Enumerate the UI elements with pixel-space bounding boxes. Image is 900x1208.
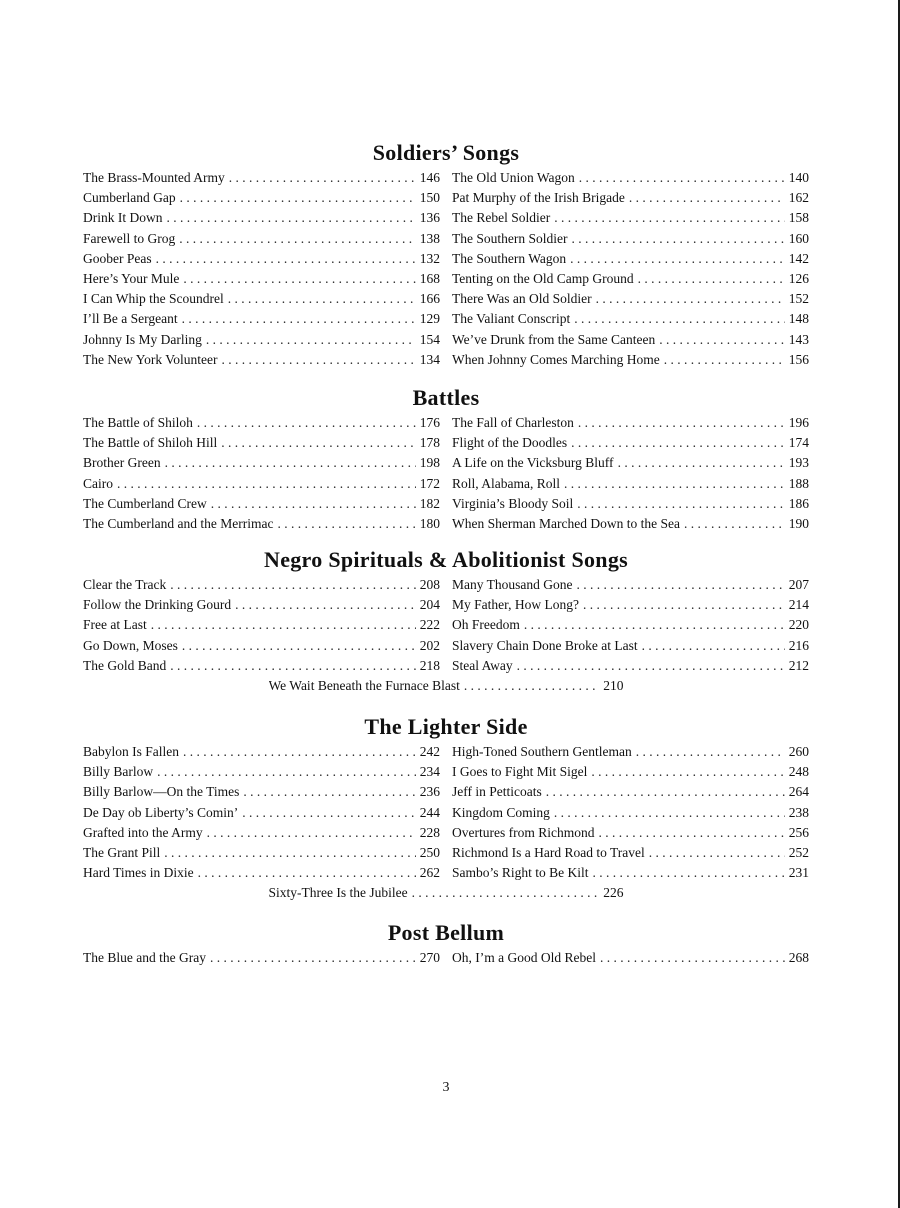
entry-page: 262 [419,865,440,881]
entry-page: 236 [419,784,440,800]
entry-page: 182 [419,495,440,511]
entry-title: Clear the Track [83,577,167,592]
entry-title: We Wait Beneath the Furnace Blast [268,677,460,693]
toc-entry[interactable] [83,453,440,473]
toc-entry[interactable] [452,948,809,968]
entry-page: 174 [788,435,809,451]
toc-entry[interactable] [452,229,809,249]
entry-page: 270 [419,950,440,965]
toc-entry[interactable] [83,823,440,843]
toc-entry[interactable] [452,762,809,782]
toc-entry[interactable] [83,229,440,249]
dot-leader [571,229,784,249]
toc-entry[interactable] [83,474,440,494]
entry-title: Free at Last [83,617,147,633]
entry-title: Oh Freedom [452,617,520,633]
left-column [83,948,440,968]
toc-entry[interactable] [83,330,440,350]
dot-leader [412,883,600,903]
entry-page: 150 [419,190,440,206]
dot-leader [578,413,785,433]
entry-title: Babylon Is Fallen [83,744,179,759]
dot-leader [600,948,785,968]
entry-title: Follow the Drinking Gourd [83,597,232,613]
toc-entry[interactable] [452,188,809,208]
entry-page: 256 [788,824,809,840]
entry-title: Jeff in Petticoats [452,784,542,800]
entry-title: The Gold Band [83,657,167,673]
toc-entry[interactable] [83,350,440,370]
entry-title: When Sherman Marched Down to the Sea [452,515,680,531]
entry-title: The Brass-Mounted Army [83,170,225,185]
entry-page: 166 [419,291,440,307]
dot-leader [167,208,416,228]
toc-entry[interactable] [83,514,440,534]
entry-title: Go Down, Moses [83,637,178,653]
toc-entry[interactable] [83,843,440,863]
entry-page: 134 [419,351,440,367]
entry-page: 210 [603,677,624,693]
centered-entry-row [83,676,809,696]
entry-page: 188 [788,475,809,491]
dot-leader [242,803,416,823]
toc-entry[interactable] [452,289,809,309]
toc-entry[interactable] [452,615,809,635]
dot-leader [235,595,416,615]
entry-page: 244 [419,804,440,820]
entry-title: Richmond Is a Hard Road to Travel [452,844,645,860]
section-soldiers-songs [83,140,809,370]
entry-title: Grafted into the Army [83,824,203,840]
entry-page: 186 [788,495,809,511]
entry-page: 160 [788,230,809,246]
entry-title: I’ll Be a Sergeant [83,311,178,327]
dot-leader [179,229,416,249]
entry-page: 196 [788,415,809,430]
toc-entry[interactable] [83,433,440,453]
toc-entry[interactable] [452,413,809,433]
entry-title: Billy Barlow—On the Times [83,784,240,800]
dot-leader [198,863,416,883]
toc-entry[interactable] [83,269,440,289]
entry-page: 208 [419,577,440,592]
entry-title: Farewell to Grog [83,230,176,246]
dot-leader [180,188,416,208]
entry-page: 242 [419,744,440,759]
dot-leader [596,289,785,309]
entry-page: 260 [788,744,809,759]
entry-title: The Valiant Conscript [452,311,571,327]
entry-title: Hard Times in Dixie [83,865,194,881]
toc-entry[interactable] [83,803,440,823]
toc-entry[interactable] [452,595,809,615]
entry-page: 176 [419,415,440,430]
toc-entry[interactable] [452,514,809,534]
dot-leader [546,782,785,802]
toc-entry[interactable] [452,350,809,370]
right-column [452,948,809,968]
entry-page: 136 [419,210,440,226]
entry-title: The New York Volunteer [83,351,218,367]
toc-entry[interactable] [83,742,440,762]
dot-leader [117,474,416,494]
entry-page: 250 [419,844,440,860]
entry-title: A Life on the Vicksburg Bluff [452,455,614,471]
dot-leader [156,249,416,269]
entry-page: 138 [419,230,440,246]
toc-entry[interactable] [452,575,809,595]
entry-title: We’ve Drunk from the Same Canteen [452,331,656,347]
dot-leader [684,514,785,534]
dot-leader [183,742,416,762]
entry-page: 178 [419,435,440,451]
entry-page: 146 [419,170,440,185]
entry-page: 140 [788,170,809,185]
dot-leader [642,636,785,656]
entry-page: 220 [788,617,809,633]
entry-page: 222 [419,617,440,633]
section-title: Soldiers’ Songs [372,140,520,165]
dot-leader [577,494,785,514]
entry-title: I Goes to Fight Mit Sigel [452,764,588,780]
dot-leader [170,656,416,676]
entry-title: De Day ob Liberty’s Comin’ [83,804,239,820]
entry-page: 226 [603,885,624,901]
entry-title: Steal Away [452,657,513,673]
toc-entry[interactable] [452,742,809,762]
toc-entry[interactable] [83,636,440,656]
toc-entry[interactable] [452,782,809,802]
entry-title: Roll, Alabama, Roll [452,475,560,491]
toc-entry[interactable] [452,330,809,350]
toc-entry[interactable] [83,494,440,514]
entry-title: Cairo [83,475,113,491]
section-title: Post Bellum [387,920,505,945]
dot-leader [659,330,785,350]
toc-entry[interactable] [83,413,440,433]
entry-title: Goober Peas [83,250,152,266]
dot-leader [197,413,416,433]
right-column [452,413,809,534]
toc-entry[interactable] [452,803,809,823]
toc-entry[interactable] [452,208,809,228]
entry-title: I Can Whip the Scoundrel [83,291,224,307]
dot-leader [598,823,784,843]
entry-page: 231 [788,865,809,881]
entry-title: Johnny Is My Darling [83,331,202,347]
entry-page: 264 [788,784,809,800]
dot-leader [222,350,416,370]
entry-page: 154 [419,331,440,347]
entry-title: Overtures from Richmond [452,824,595,840]
entry-title: Sambo’s Right to Be Kilt [452,865,589,881]
section-negro-spirituals-abolitionist-songs [83,547,809,696]
toc-entry[interactable] [452,823,809,843]
section-title: Battles [412,385,480,410]
left-column [83,742,440,883]
entry-title: Kingdom Coming [452,804,550,820]
toc-entry[interactable] [452,474,809,494]
entry-title: The Rebel Soldier [452,210,551,226]
toc-entry[interactable] [83,289,440,309]
toc-entry[interactable] [452,249,809,269]
entry-page: 152 [788,291,809,307]
dot-leader [243,782,415,802]
section-the-lighter-side [83,714,809,904]
dot-leader [570,249,785,269]
entry-page: 148 [788,311,809,327]
toc-entry[interactable] [452,494,809,514]
dot-leader [636,742,785,762]
toc-entry[interactable] [83,782,440,802]
entry-page: 218 [419,657,440,673]
toc-entry[interactable] [452,843,809,863]
entry-page: 202 [419,637,440,653]
dot-leader [583,595,785,615]
entry-title: The Battle of Shiloh Hill [83,435,218,451]
entry-title: The Cumberland Crew [83,495,207,511]
toc-entry[interactable] [452,433,809,453]
dot-leader [221,433,416,453]
entry-page: 190 [788,515,809,531]
dot-leader [211,494,416,514]
entry-title: The Southern Soldier [452,230,568,246]
entry-page: 228 [419,824,440,840]
entry-title: Brother Green [83,455,161,471]
entry-title: The Blue and the Gray [83,950,206,965]
entry-title: When Johnny Comes Marching Home [452,351,660,367]
entry-title: The Battle of Shiloh [83,415,193,430]
dot-leader [229,168,416,188]
toc-entry[interactable] [452,309,809,329]
entry-title: Sixty-Three Is the Jubilee [268,885,408,901]
toc-entry[interactable] [452,168,809,188]
entry-title: Here’s Your Mule [83,270,180,286]
section-post-bellum [83,920,809,968]
dot-leader [170,575,416,595]
dot-leader [277,514,415,534]
entry-page: 168 [419,270,440,286]
left-column [83,575,440,676]
dot-leader [524,615,785,635]
entry-title: Flight of the Doodles [452,435,568,451]
entry-title: The Grant Pill [83,844,161,860]
toc-entry[interactable] [83,309,440,329]
right-column [452,575,809,676]
entry-title: My Father, How Long? [452,597,579,613]
right-column [452,168,809,370]
toc-entry[interactable] [83,595,440,615]
toc-entry[interactable] [452,269,809,289]
section-title: Negro Spirituals & Abolitionist Songs [264,547,628,572]
entry-page: 142 [788,250,809,266]
dot-leader [664,350,785,370]
entry-page: 193 [788,455,809,471]
dot-leader [464,676,599,696]
dot-leader [593,863,785,883]
left-column [83,413,440,534]
dot-leader [649,843,785,863]
entry-page: 207 [788,577,809,592]
toc-entry[interactable] [83,188,440,208]
entry-title: Slavery Chain Done Broke at Last [452,637,638,653]
dot-leader [228,289,416,309]
entry-page: 268 [788,950,809,965]
dot-leader [554,803,785,823]
left-column [83,168,440,370]
dot-leader [618,453,785,473]
entry-title: There Was an Old Soldier [452,291,592,307]
entry-title: Many Thousand Gone [452,577,573,592]
entry-page: 126 [788,270,809,286]
entry-page: 212 [788,657,809,673]
entry-title: High-Toned Southern Gentleman [452,744,632,759]
dot-leader [564,474,785,494]
entry-page: 158 [788,210,809,226]
toc-entry[interactable] [269,883,624,903]
entry-page: 172 [419,475,440,491]
dot-leader [182,309,416,329]
toc-entry[interactable] [83,249,440,269]
dot-leader [207,823,416,843]
entry-page: 143 [788,331,809,347]
toc-entry[interactable] [83,168,440,188]
dot-leader [157,762,416,782]
dot-leader [182,636,416,656]
toc-entry[interactable] [452,636,809,656]
entry-title: Billy Barlow [83,764,154,780]
entry-page: 156 [788,351,809,367]
entry-title: Pat Murphy of the Irish Brigade [452,190,625,206]
entry-title: Cumberland Gap [83,190,176,206]
toc-entry[interactable] [83,656,440,676]
entry-title: Oh, I’m a Good Old Rebel [452,950,596,965]
toc-entry[interactable] [83,762,440,782]
entry-title: The Old Union Wagon [452,170,575,185]
entry-page: 214 [788,597,809,613]
dot-leader [554,208,785,228]
entry-page: 252 [788,844,809,860]
entry-page: 180 [419,515,440,531]
dot-leader [517,656,785,676]
entry-page: 238 [788,804,809,820]
entry-title: Tenting on the Old Camp Ground [452,270,634,286]
dot-leader [164,843,416,863]
dot-leader [183,269,415,289]
dot-leader [629,188,785,208]
toc-entry[interactable] [452,656,809,676]
dot-leader [151,615,416,635]
dot-leader [574,309,785,329]
toc-entry[interactable] [452,863,809,883]
toc-entry[interactable] [83,615,440,635]
dot-leader [577,575,785,595]
toc-entry[interactable] [83,863,440,883]
page-number: 3 [442,1080,450,1095]
entry-title: Virginia’s Bloody Soil [452,495,574,511]
entry-title: The Cumberland and the Merrimac [83,515,274,531]
centered-entry-row [83,883,809,903]
toc-entry[interactable] [83,575,440,595]
dot-leader [591,762,784,782]
toc-entry[interactable] [452,453,809,473]
dot-leader [638,269,785,289]
entry-page: 248 [788,764,809,780]
toc-entry[interactable] [269,676,624,696]
entry-page: 198 [419,455,440,471]
dot-leader [165,453,416,473]
entry-page: 216 [788,637,809,653]
entry-page: 162 [788,190,809,206]
dot-leader [210,948,416,968]
entry-title: The Southern Wagon [452,250,567,266]
dot-leader [579,168,785,188]
toc-entry[interactable] [83,208,440,228]
toc-entry[interactable] [83,948,440,968]
entry-title: The Fall of Charleston [452,415,574,430]
entry-page: 132 [419,250,440,266]
right-column [452,742,809,883]
entry-title: Drink It Down [83,210,163,226]
section-title: The Lighter Side [364,714,528,739]
entry-page: 234 [419,764,440,780]
section-battles [83,385,809,534]
entry-page: 129 [419,311,440,327]
dot-leader [571,433,785,453]
dot-leader [206,330,416,350]
entry-page: 204 [419,597,440,613]
